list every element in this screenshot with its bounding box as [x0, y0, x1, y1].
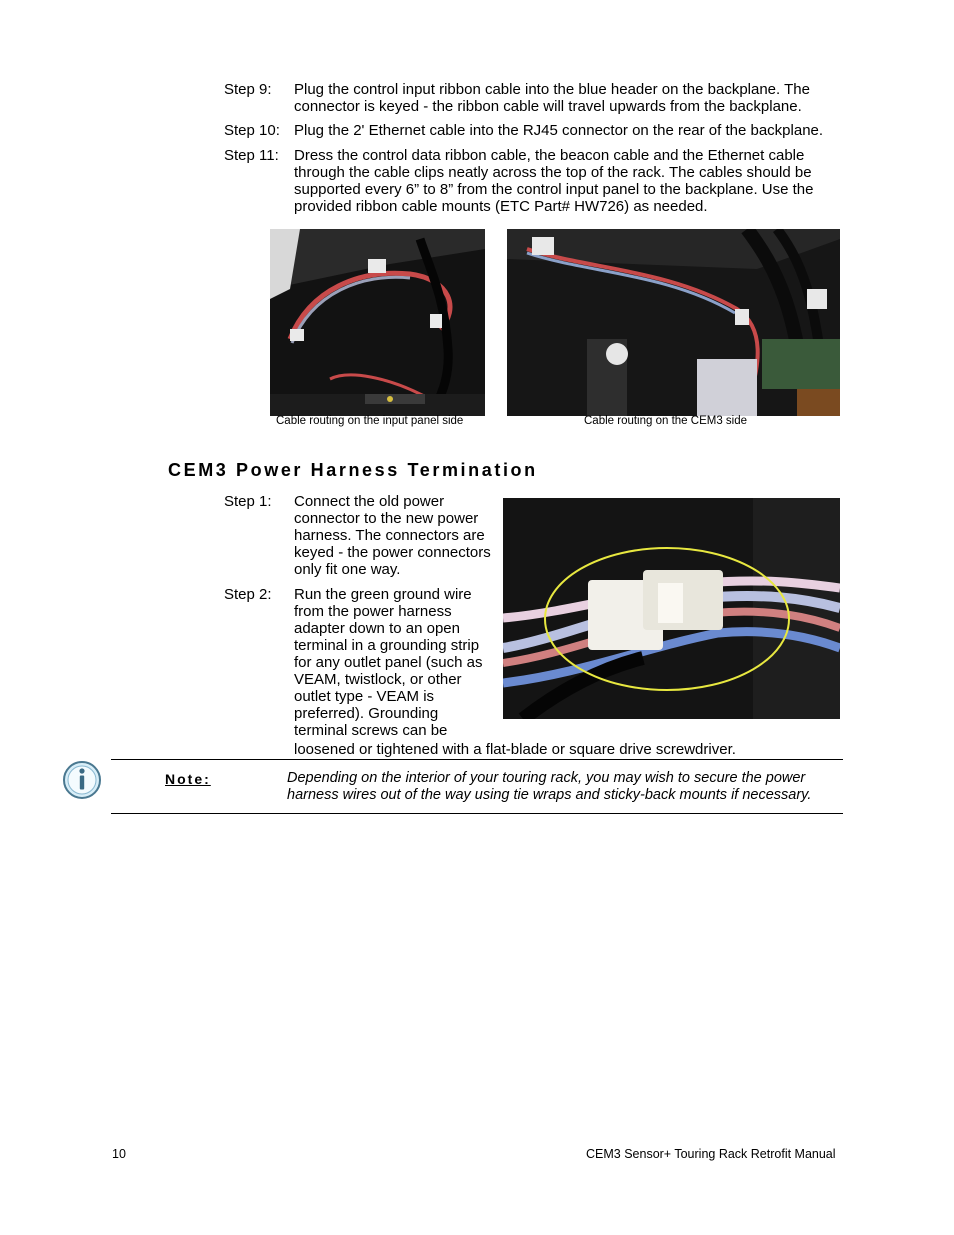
- step-9-text: Plug the control input ribbon cable into the blue header on the backplane. The connector is keyed - the ribbon cable will travel upwards from the backplane.: [294, 81, 810, 115]
- step-2-label: Step 2:: [224, 586, 272, 603]
- photo-power-connector: [503, 498, 840, 719]
- step-11-label: Step 11:: [224, 147, 279, 164]
- photo-cem3-side: [507, 229, 840, 416]
- step-11-text: Dress the control data ribbon cable, the beacon cable and the Ethernet cable through the cable clips neatly across the top of the rack. The cables should be supported every 6” to 8” from the control input panel to the backplane. Use the provided ribbon cable mounts (ETC Part# HW726) as needed.: [294, 147, 814, 215]
- power-connector-illustration: [503, 498, 840, 719]
- step-10-text: Plug the 2' Ethernet cable into the RJ45 connector on the rear of the backplane.: [294, 122, 824, 139]
- cable-routing-input-illustration: [270, 229, 485, 416]
- page-number: 10: [112, 1147, 126, 1161]
- note-bottom-rule: [111, 813, 843, 814]
- note-text: Depending on the interior of your touring rack, you may wish to secure the power harness wires out of the way using tie wraps and sticky-back mounts if necessary.: [287, 770, 812, 803]
- step-9-label: Step 9:: [224, 81, 272, 98]
- cable-routing-cem3-illustration: [507, 229, 840, 416]
- step-1-text: Connect the old power connector to the new power harness. The connectors are keyed - the power connectors only fit one way.: [294, 493, 491, 578]
- caption-cem3-side: Cable routing on the CEM3 side: [584, 415, 748, 427]
- step-2-text: Run the green ground wire from the power harness adapter down to an open terminal in a grounding strip for any outlet panel (such as VEAM, twistlock, or other outlet type - VEAM is preferred). Grounding terminal screws can be: [294, 586, 483, 739]
- photo-input-panel-side: [270, 229, 485, 416]
- section-heading: CEM3 Power Harness Termination: [168, 460, 538, 480]
- note-top-rule: [111, 759, 843, 760]
- step-1-label: Step 1:: [224, 493, 272, 510]
- caption-input-panel: Cable routing on the input panel side: [276, 415, 464, 427]
- step-2-text-continued: loosened or tightened with a flat-blade or square drive screwdriver.: [294, 741, 736, 758]
- info-icon: [61, 759, 103, 801]
- note-label: Note:: [165, 771, 211, 787]
- step-10-label: Step 10:: [224, 122, 280, 139]
- manual-title: CEM3 Sensor+ Touring Rack Retrofit Manual: [586, 1147, 836, 1161]
